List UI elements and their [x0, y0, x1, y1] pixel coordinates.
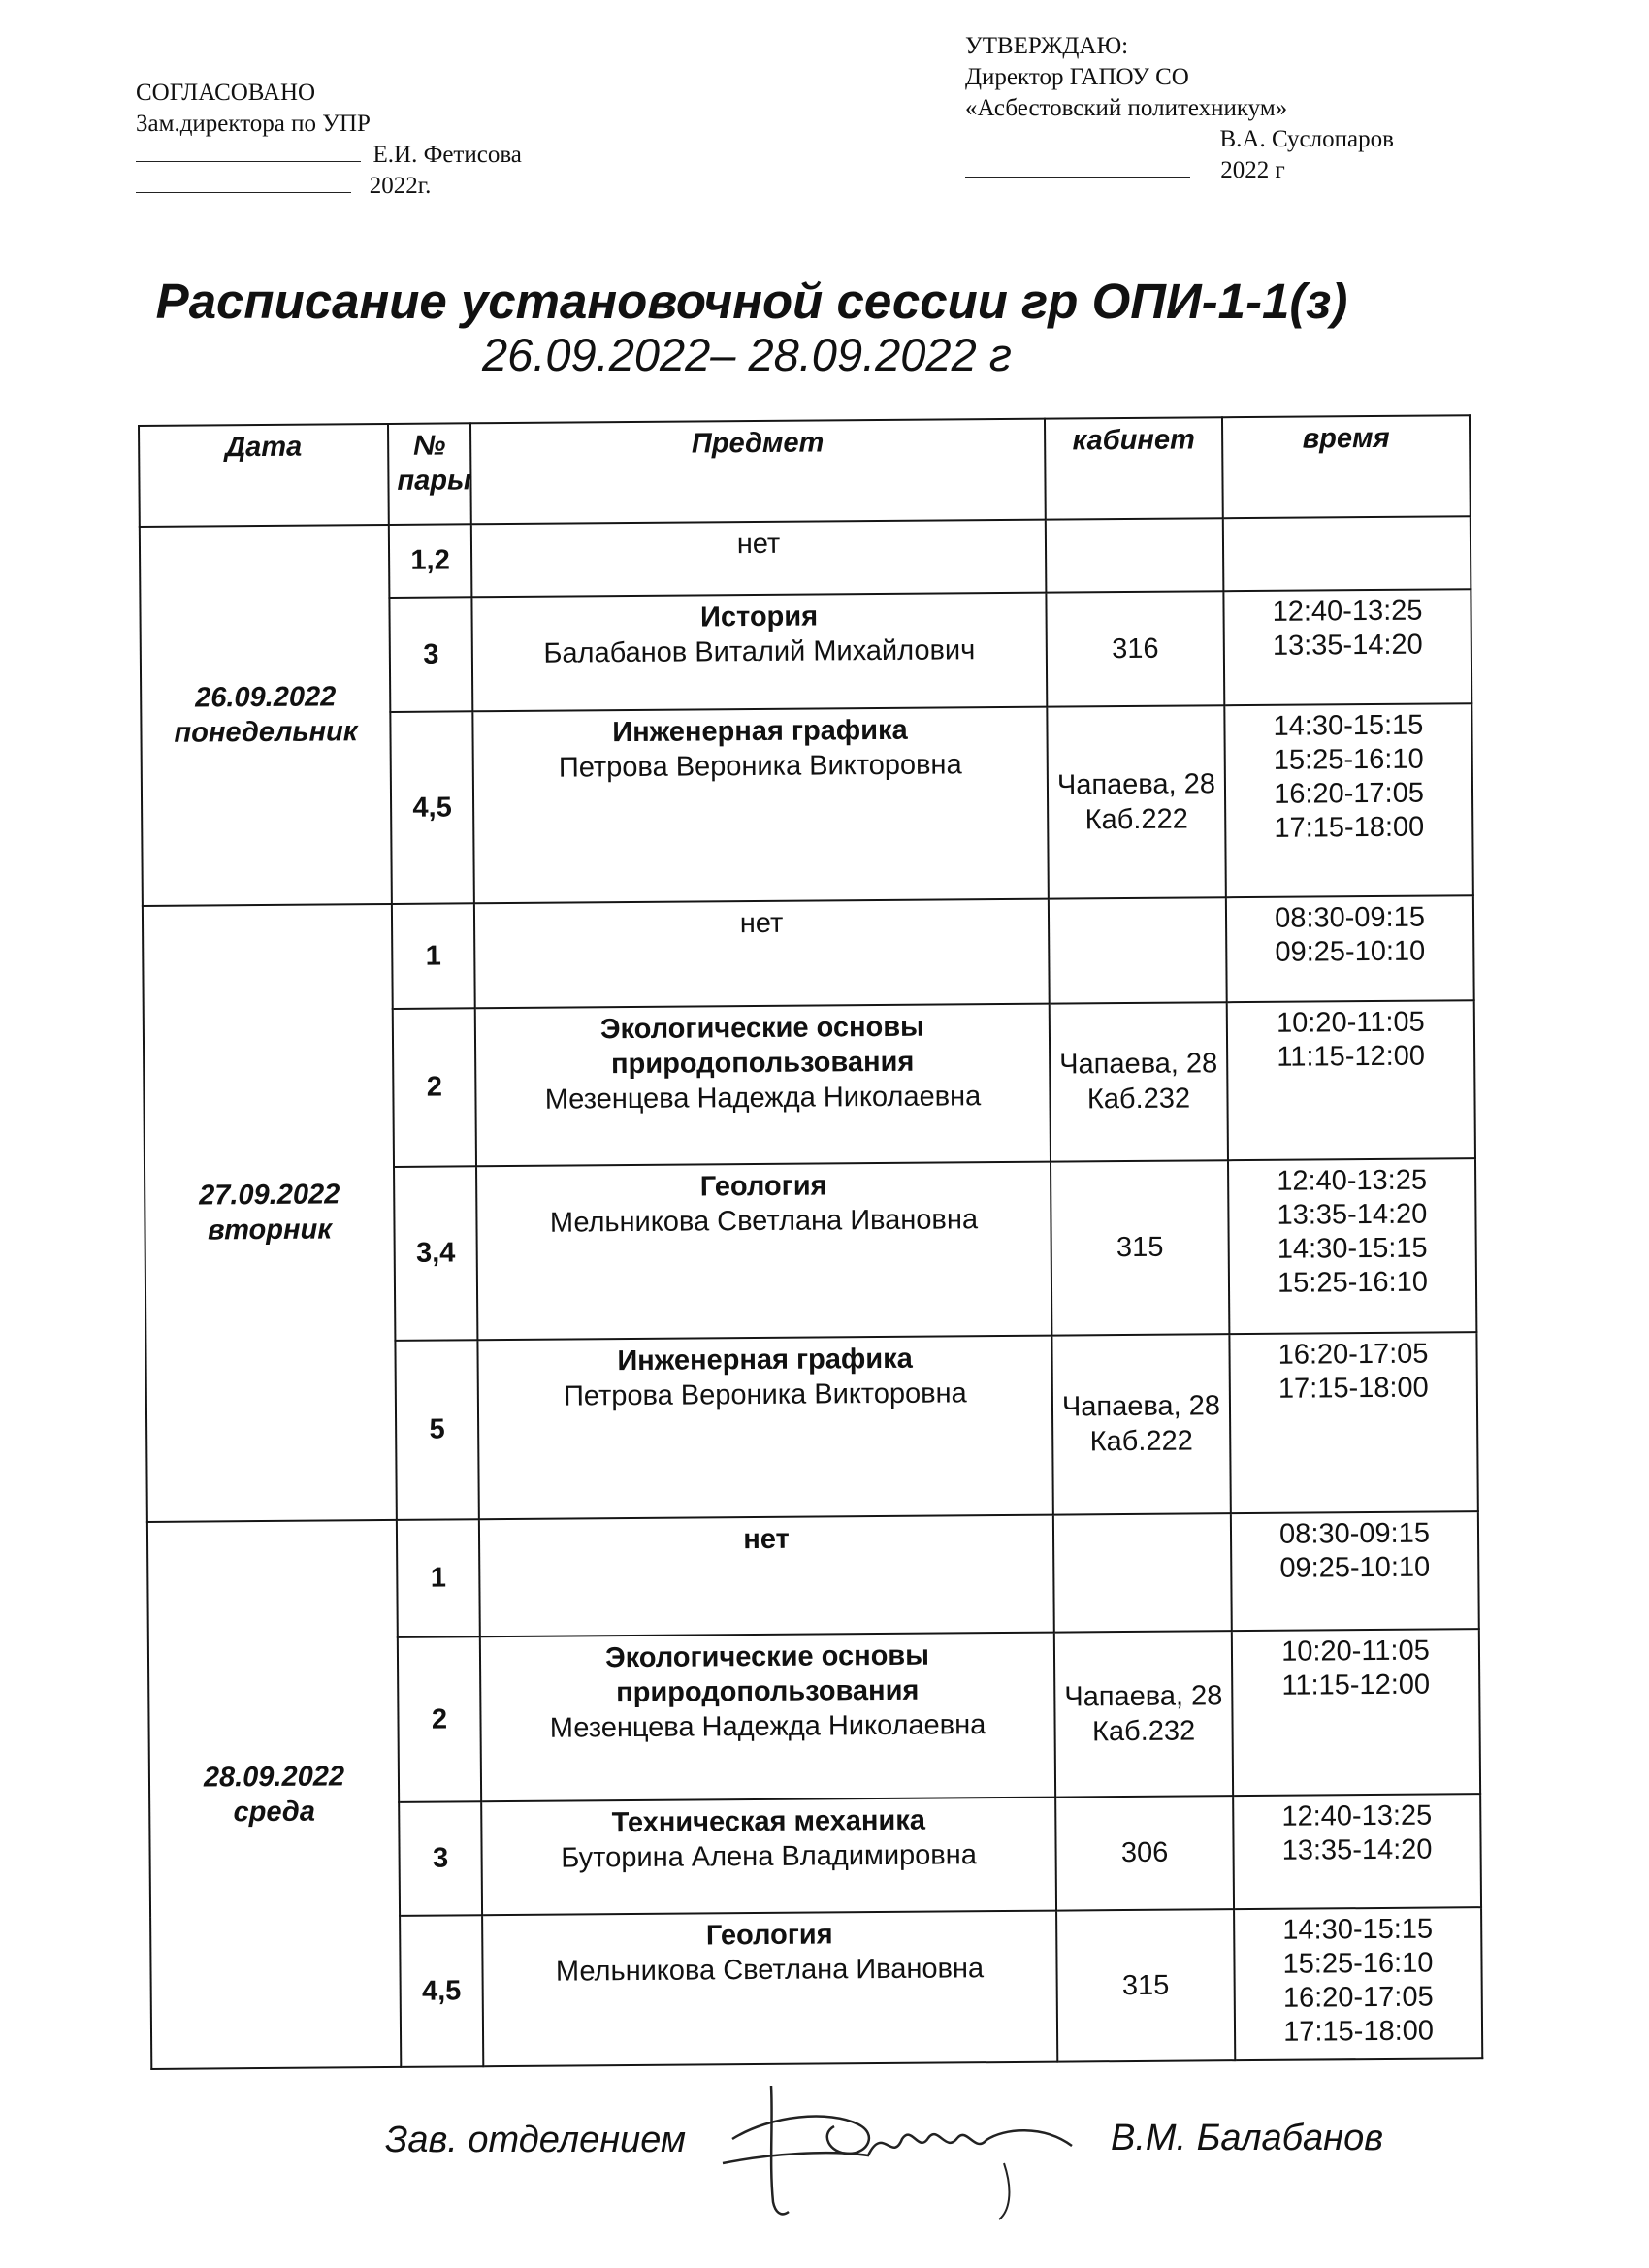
weekday: среда — [233, 1796, 316, 1829]
time-slot: 12:40-13:25 — [1277, 1164, 1428, 1197]
footer-position: Зав. отделением — [385, 2120, 687, 2160]
teacher-name: Буторина Алена Владимировна — [561, 1838, 978, 1874]
agreed-title: СОГЛАСОВАНО — [136, 80, 316, 106]
time-cell — [1232, 1629, 1480, 1795]
pair-number: 1 — [397, 1519, 480, 1637]
weekday: вторник — [207, 1214, 333, 1247]
time-slot: 17:15-18:00 — [1274, 811, 1425, 845]
room-cell: 315 — [1056, 1909, 1235, 2061]
room-cell: Чапаева, 28 Каб.222 — [1051, 1334, 1230, 1514]
time-cell — [1229, 1332, 1477, 1513]
time-cell — [1223, 516, 1471, 591]
time-slot: 14:30-15:15 — [1273, 709, 1424, 743]
time-slot: 14:30-15:15 — [1277, 1232, 1428, 1265]
time-slot: 08:30-09:15 — [1274, 901, 1426, 934]
time-slot: 17:15-18:00 — [1283, 2015, 1435, 2048]
header-date: Дата — [139, 424, 389, 527]
time-cell — [1227, 1000, 1475, 1160]
subject-title: нет — [736, 528, 781, 561]
time-slot: 09:25-10:10 — [1279, 1551, 1431, 1584]
time-slot: 09:25-10:10 — [1275, 935, 1426, 968]
header-pair-label: пары — [397, 465, 471, 497]
time-slot: 15:25-16:10 — [1273, 743, 1424, 777]
subject-cell — [479, 1514, 1054, 1636]
page-title: Расписание установочной сессии гр ОПИ-1-1(з) — [155, 274, 1348, 329]
date-value: 28.09.2022 — [203, 1761, 345, 1794]
teacher-name: Мезенцева Надежда Николаевна — [549, 1709, 986, 1744]
subject-title: Экологические основы природопользования — [604, 1639, 930, 1709]
room-cell — [1049, 897, 1227, 1004]
time-cell — [1223, 589, 1471, 705]
table-header-row — [139, 415, 1471, 527]
time-slot: 10:20-11:05 — [1276, 1006, 1425, 1039]
header-pair-number: № — [412, 430, 446, 462]
header-time: время — [1222, 415, 1471, 518]
subject-cell — [471, 520, 1047, 597]
time-slot: 14:30-15:15 — [1282, 1913, 1434, 1946]
approve-title: УТВЕРЖДАЮ: — [965, 33, 1129, 59]
time-slot: 13:35-14:20 — [1281, 1833, 1433, 1866]
time-cell — [1233, 1794, 1481, 1909]
subject-title: нет — [743, 1523, 790, 1555]
weekday: понедельник — [174, 716, 358, 750]
teacher-name: Мельникова Светлана Ивановна — [555, 1953, 985, 1988]
date-cell — [140, 525, 392, 906]
pair-number: 4,5 — [390, 712, 474, 904]
approve-position: Директор ГАПОУ СО — [965, 64, 1189, 90]
room-cell — [1046, 518, 1224, 592]
room-cell: Чапаева, 28 Каб.222 — [1047, 705, 1226, 898]
schedule-body — [140, 516, 1482, 2069]
time-slot: 12:40-13:25 — [1272, 595, 1423, 628]
time-slot: 13:35-14:20 — [1277, 1198, 1428, 1231]
agreed-date-line — [136, 171, 522, 202]
subject-title: Инженерная графика — [612, 715, 908, 749]
time-slot: 15:25-16:10 — [1277, 1266, 1429, 1299]
time-cell — [1226, 895, 1474, 1002]
agreed-block — [136, 78, 522, 202]
pair-number: 1,2 — [389, 524, 472, 597]
table-row — [143, 895, 1474, 1011]
footer-name: В.М. Балабанов — [1111, 2118, 1384, 2158]
time-slot: 11:15-12:00 — [1281, 1669, 1431, 1702]
agreed-signature-line — [136, 140, 522, 171]
subject-cell — [474, 898, 1050, 1008]
subject-title: Экологические основы природопользования — [599, 1011, 924, 1080]
pair-number: 4,5 — [400, 1915, 483, 2067]
subject-title: История — [699, 600, 819, 633]
time-cell — [1228, 1158, 1476, 1334]
teacher-name: Балабанов Виталий Михайлович — [543, 634, 976, 669]
date-cell — [143, 904, 397, 1522]
agreed-year: 2022г. — [369, 173, 432, 199]
agreed-position: Зам.директора по УПР — [136, 111, 371, 137]
date-value: 27.09.2022 — [199, 1179, 340, 1212]
time-cell — [1234, 1907, 1482, 2060]
time-slot: 11:15-12:00 — [1277, 1040, 1426, 1073]
approve-name: В.А. Суслопаров — [1219, 126, 1394, 152]
pair-number: 2 — [398, 1637, 481, 1802]
time-slot: 12:40-13:25 — [1281, 1799, 1433, 1832]
date-blank — [136, 171, 351, 193]
header-pair — [388, 423, 471, 525]
subject-cell — [480, 1633, 1055, 1801]
room-cell: 306 — [1055, 1796, 1234, 1911]
table-row — [140, 516, 1471, 599]
room-cell: Чапаева, 28 Каб.232 — [1050, 1002, 1228, 1162]
subject-title: Инженерная графика — [617, 1343, 913, 1377]
time-slot: 16:20-17:05 — [1282, 1981, 1434, 2014]
time-cell — [1224, 703, 1473, 896]
subject-cell — [475, 1003, 1051, 1166]
pair-number: 2 — [393, 1008, 476, 1167]
subject-title: Техническая механика — [611, 1804, 926, 1838]
time-slot: 13:35-14:20 — [1272, 629, 1423, 662]
time-cell — [1231, 1511, 1479, 1632]
pair-number: 3 — [389, 597, 472, 712]
teacher-name: Петрова Вероника Викторовна — [563, 1377, 967, 1412]
time-slot: 16:20-17:05 — [1277, 1338, 1429, 1371]
table-row — [147, 1511, 1479, 1639]
header-room: кабинет — [1045, 417, 1223, 519]
time-slot: 10:20-11:05 — [1281, 1635, 1430, 1669]
signature-mark — [713, 2057, 1091, 2221]
date-cell — [147, 1520, 401, 2069]
pair-number: 3 — [399, 1801, 482, 1916]
session-dates: 26.09.2022– 28.09.2022 г — [482, 329, 1012, 380]
schedule-table — [138, 414, 1483, 2070]
approve-signature-line — [965, 124, 1394, 155]
room-cell: 316 — [1046, 591, 1224, 707]
date-value: 26.09.2022 — [195, 681, 337, 714]
time-slot: 17:15-18:00 — [1277, 1372, 1429, 1405]
header-subject: Предмет — [470, 419, 1046, 525]
time-slot: 16:20-17:05 — [1273, 777, 1425, 811]
pair-number: 3,4 — [394, 1166, 477, 1340]
approve-date-line — [965, 155, 1394, 186]
subject-cell — [476, 1162, 1051, 1340]
signature-blank — [136, 140, 361, 162]
room-cell — [1053, 1513, 1232, 1633]
subject-cell — [482, 1911, 1057, 2067]
subject-cell — [471, 592, 1047, 711]
subject-cell — [481, 1797, 1056, 1915]
subject-title: нет — [739, 907, 784, 939]
pair-number: 5 — [395, 1340, 478, 1520]
date-blank — [965, 155, 1190, 178]
pair-number: 1 — [392, 903, 475, 1009]
approve-block — [965, 31, 1394, 186]
teacher-name: Мезенцева Надежда Николаевна — [544, 1080, 982, 1116]
time-slot: 08:30-09:15 — [1278, 1517, 1431, 1550]
subject-cell — [477, 1335, 1052, 1519]
agreed-name: Е.И. Фетисова — [372, 142, 522, 168]
room-cell: Чапаева, 28 Каб.232 — [1054, 1631, 1233, 1797]
teacher-name: Мельникова Светлана Ивановна — [549, 1204, 979, 1239]
subject-cell — [472, 707, 1049, 903]
room-cell: 315 — [1051, 1160, 1229, 1335]
subject-title: Геология — [705, 1919, 833, 1952]
time-slot: 15:25-16:10 — [1282, 1947, 1434, 1980]
approve-org: «Асбестовский политехникум» — [965, 95, 1288, 121]
teacher-name: Петрова Вероника Викторовна — [558, 749, 962, 784]
approve-year: 2022 г — [1220, 157, 1285, 183]
signature-blank — [965, 124, 1208, 146]
subject-title: Геология — [699, 1170, 827, 1203]
